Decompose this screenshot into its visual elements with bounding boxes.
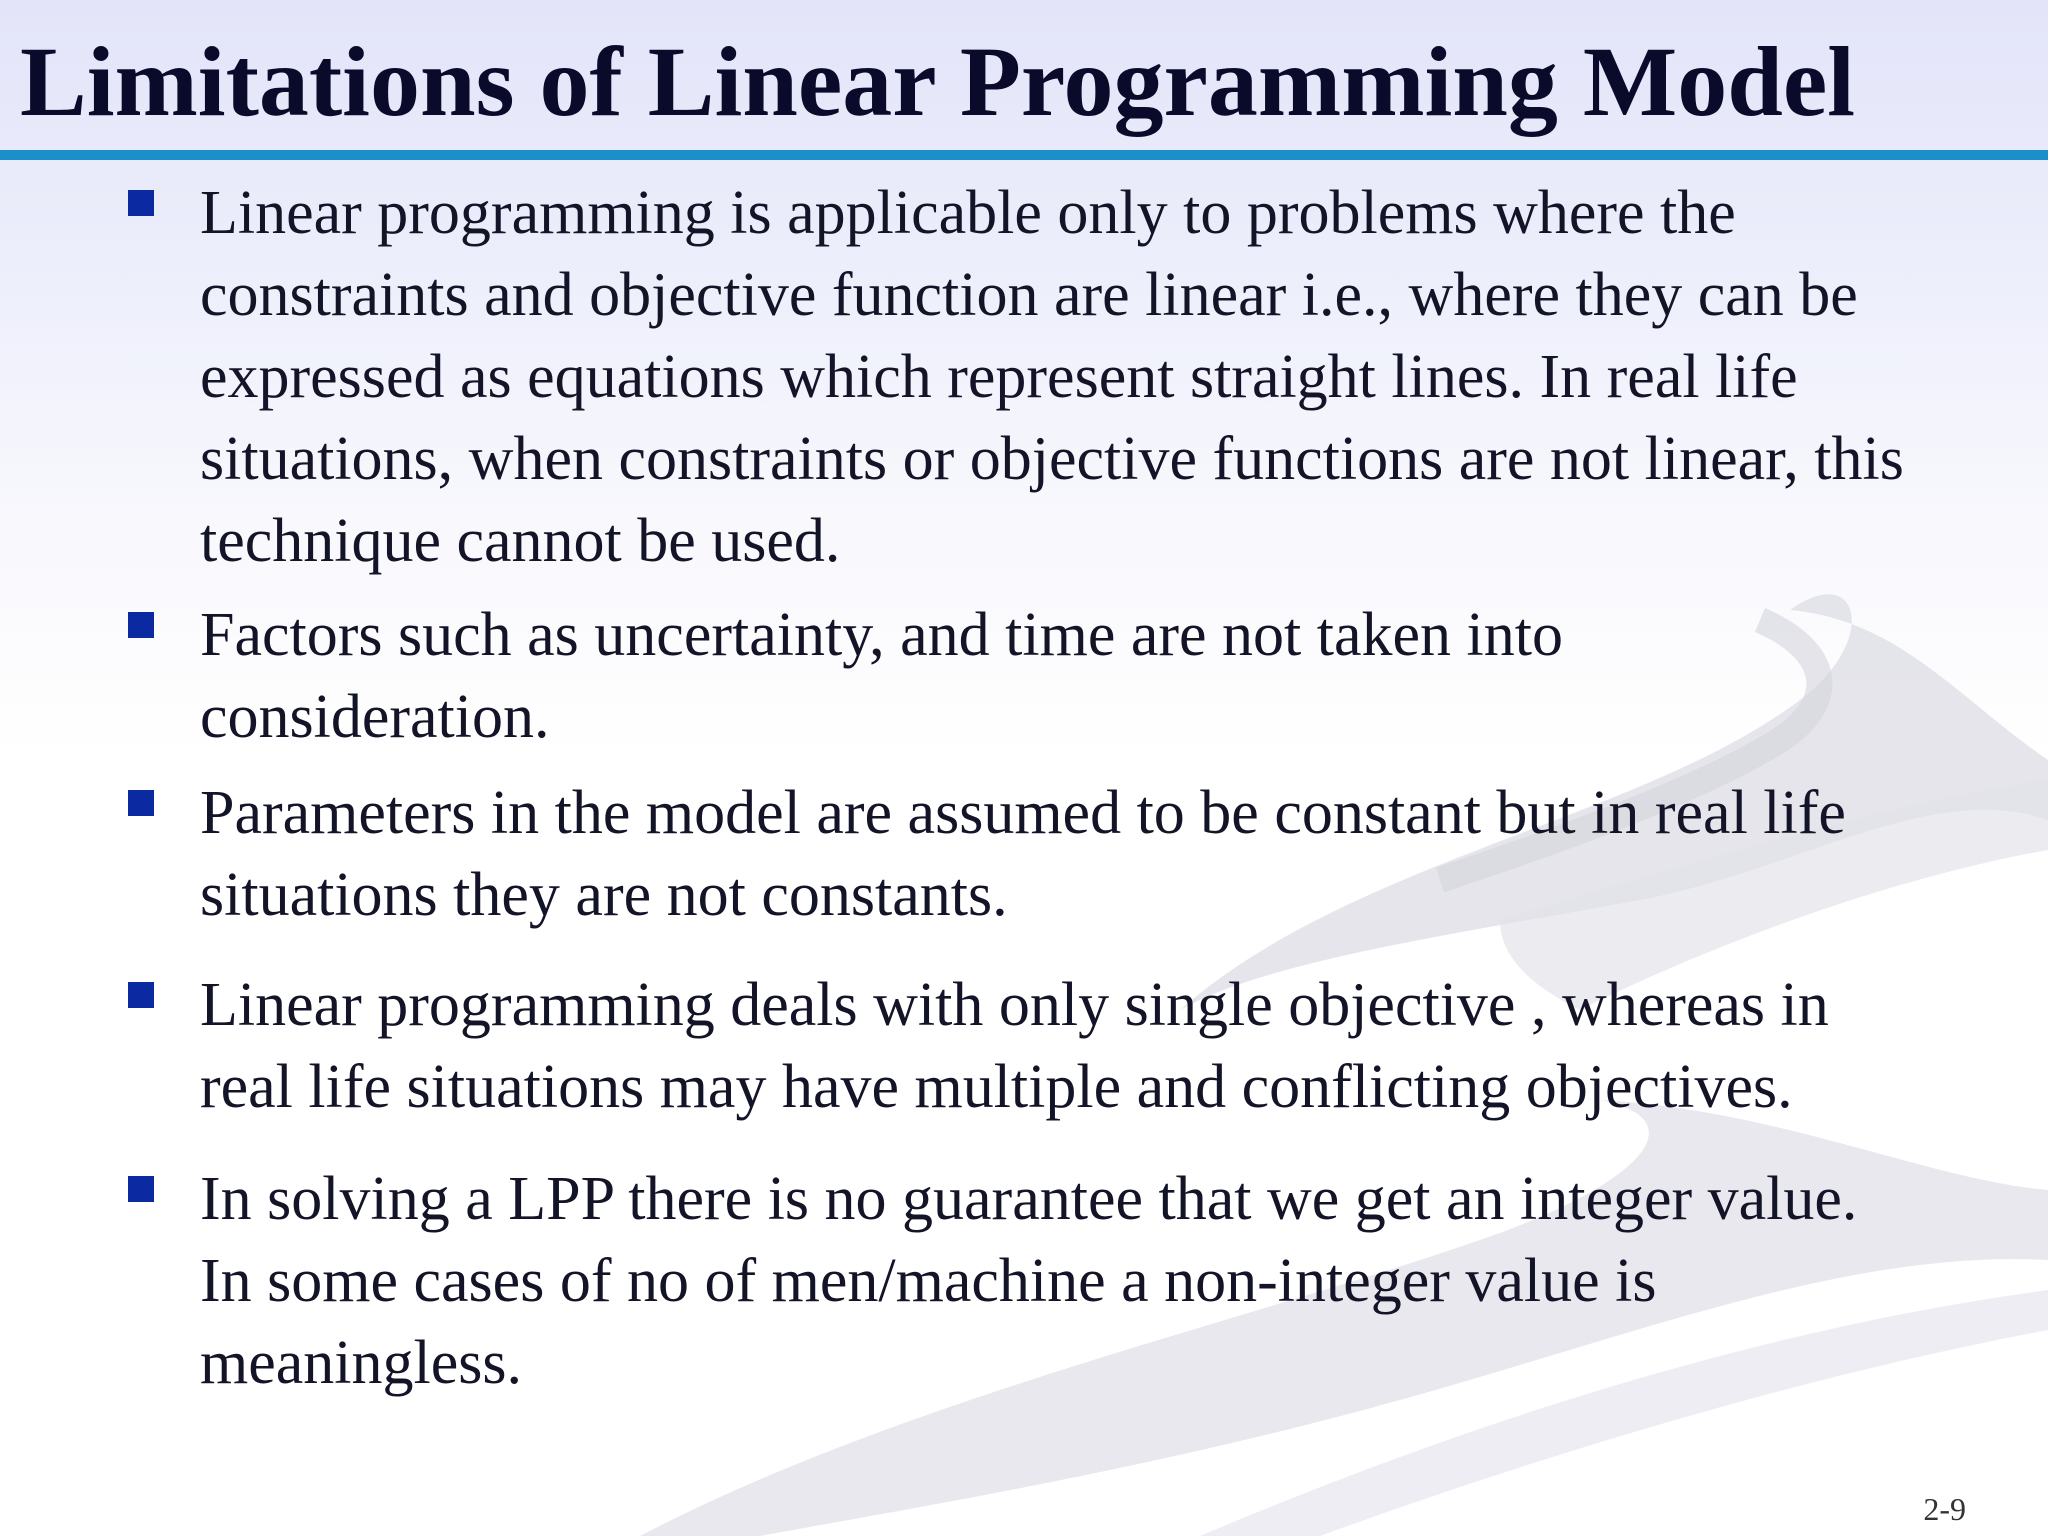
bullet-item bbox=[120, 172, 1920, 582]
bullet-item bbox=[120, 594, 1920, 758]
square-bullet-icon bbox=[128, 190, 154, 216]
bullet-text: Factors such as uncertainty, and time are not taken into consideration. bbox=[200, 601, 1564, 751]
title-divider bbox=[0, 150, 2048, 160]
square-bullet-icon bbox=[128, 612, 154, 638]
slide-title: Limitations of Linear Programming Model bbox=[20, 26, 1856, 137]
square-bullet-icon bbox=[128, 1176, 154, 1202]
bullet-item bbox=[120, 1158, 1920, 1404]
square-bullet-icon bbox=[128, 982, 154, 1008]
bullet-text: Linear programming is applicable only to problems where the constraints and objective function are linear i.e., where they can be expressed as equations which represent straight lines. In real life situations, when constraints or objective functions are not linear, this technique cannot be used. bbox=[200, 179, 1904, 575]
bullet-text: Linear programming deals with only single objective , whereas in real life situations may have multiple and conflicting objectives. bbox=[200, 971, 1829, 1121]
bullet-text: In solving a LPP there is no guarantee that we get an integer value. In some cases of no of men/machine a non-integer value is meaningless. bbox=[200, 1165, 1858, 1397]
square-bullet-icon bbox=[128, 790, 154, 816]
bullet-list bbox=[120, 172, 1920, 1404]
bullet-item bbox=[120, 964, 1920, 1128]
bullet-text: Parameters in the model are assumed to be constant but in real life situations they are not constants. bbox=[200, 779, 1846, 929]
bullet-item bbox=[120, 772, 1920, 936]
title-bar bbox=[0, 0, 2048, 150]
page-number: 2-9 bbox=[1923, 1491, 1966, 1527]
